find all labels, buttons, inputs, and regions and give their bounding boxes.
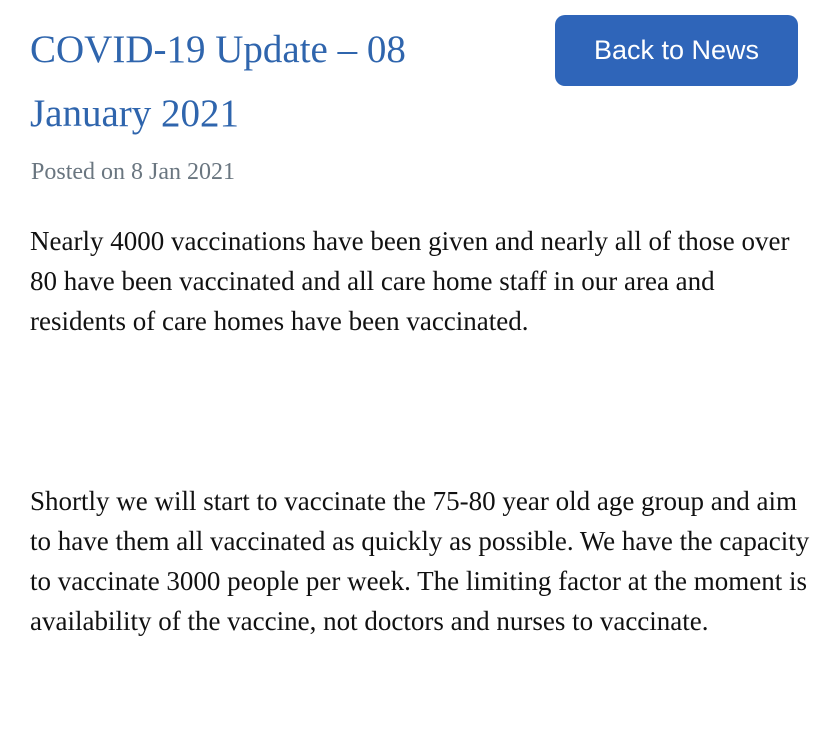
post-date: Posted on 8 Jan 2021 bbox=[31, 159, 235, 185]
back-to-news-button[interactable]: Back to News bbox=[555, 15, 798, 86]
article-paragraph: Shortly we will start to vaccinate the 75-80 year old age group and aim to have them all vaccinated as quickly as possible. We have the capacity to vaccinate 3000 people per week. The limiting factor at the moment is availability of the vaccine, not doctors and nurses to vaccinate. bbox=[30, 486, 810, 636]
page-title: COVID-19 Update – 08 January 2021 bbox=[30, 28, 406, 135]
article-paragraph: Nearly 4000 vaccinations have been given and nearly all of those over 80 have been vaccinated and all care home staff in our area and residents of care homes have been vaccinated. bbox=[30, 226, 790, 336]
